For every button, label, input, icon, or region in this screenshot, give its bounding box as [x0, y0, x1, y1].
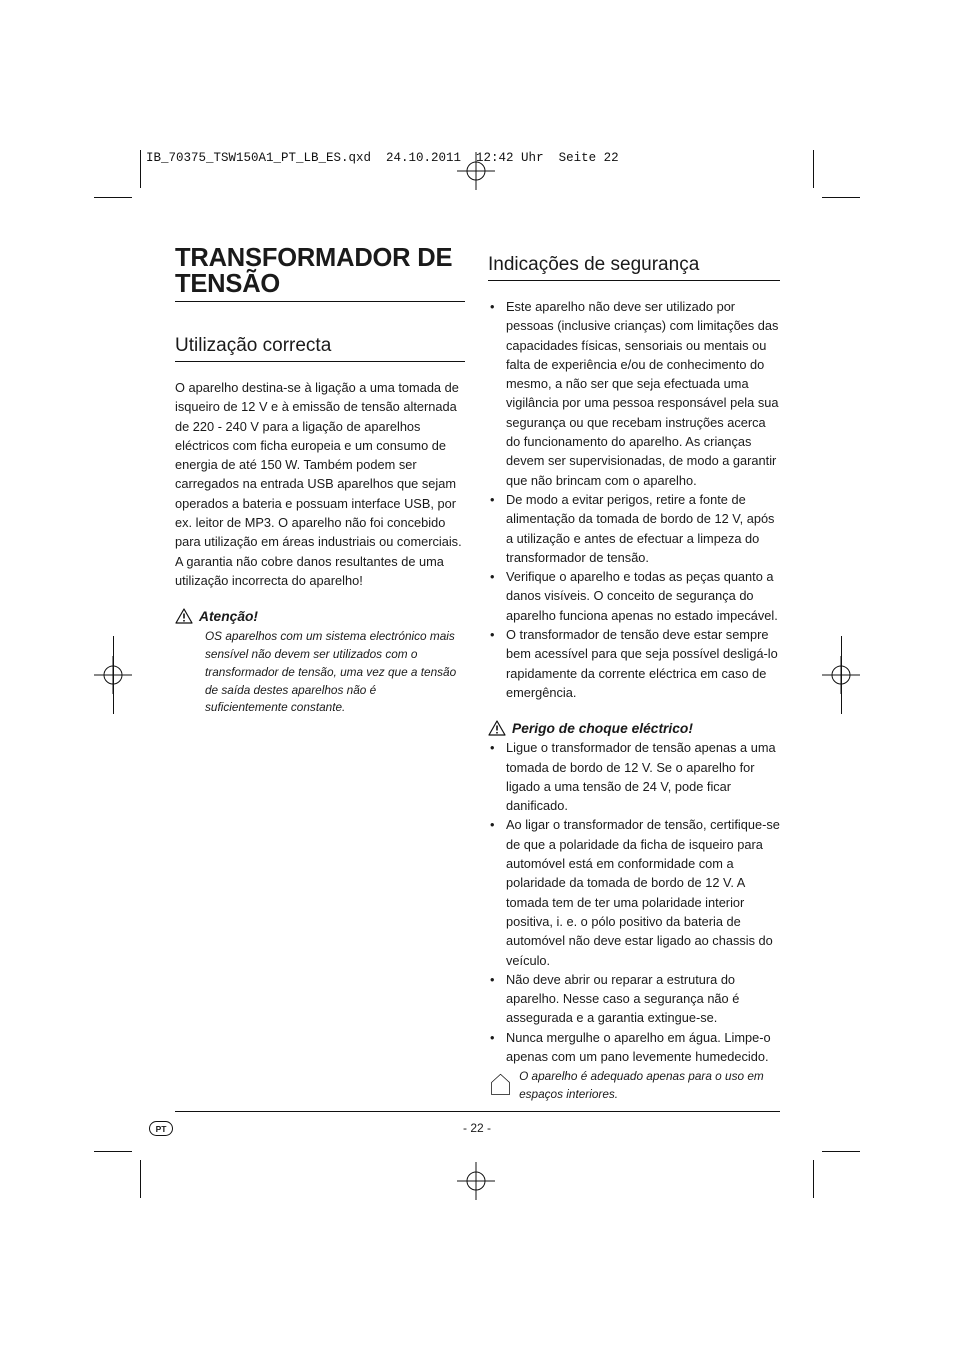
language-badge: PT: [149, 1121, 173, 1136]
page-title-line1: TRANSFORMADOR DE: [175, 244, 453, 272]
crop-mark: [94, 197, 132, 198]
list-item: • Ligue o transformador de tensão apenas a uma tomada de bordo de 12 V. Se o aparelho for ligado a uma tensão de 24 V, pode ficar danificado.: [488, 738, 780, 815]
crop-mark: [822, 197, 860, 198]
list-item: • Não deve abrir ou reparar a estrutura do aparelho. Nesse caso a segurança não é assegurada e a garantia extingue-se.: [488, 970, 780, 1028]
shock-warning-heading: [488, 720, 780, 736]
crop-mark: [841, 636, 842, 714]
footer-divider: [175, 1111, 780, 1112]
list-item: • Ao ligar o transformador de tensão, certifique-se de que a polaridade da ficha de isqueiro para automóvel está em conformidade com a polaridade da tomada de bordo de 12 V. A tomada tem de ter uma polaridade interior positiva, i. e. o pólo positivo da bateria de automóvel não deve estar ligado ao chassis do veículo.: [488, 815, 780, 969]
page-title-line2: TENSÃO: [175, 270, 281, 298]
crop-mark: [813, 1160, 814, 1198]
warning-text: OS aparelhos com um sistema electrónico mais sensível não devem ser utilizados com o transformador de tensão, uma vez que a tensão de saída destes aparelhos não é suficientemente constante.: [205, 629, 457, 715]
house-icon: [490, 1068, 511, 1100]
indoor-use-note: [490, 1068, 780, 1103]
intended-use-paragraph: O aparelho destina-se à ligação a uma tomada de isqueiro de 12 V e à emissão de tensão alternada de 220 - 240 V para a ligação de aparelhos eléctricos com ficha europeia e um consumo de energia de até 150 W. Também podem ser carregados na entrada USB aparelhos que sejam operados a bateria e possuam interface USB, por ex. leitor de MP3. O aparelho não foi concebido para utilização em áreas industriais ou comerciais.: [175, 380, 462, 550]
warning-heading: [175, 608, 465, 624]
indoor-use-text: O aparelho é adequado apenas para o uso em espaços interiores.: [519, 1069, 764, 1101]
crop-mark: [140, 150, 141, 188]
list-item: • O transformador de tensão deve estar sempre bem acessível para que seja possível desligá-lo rapidamente da corrente eléctrica em caso de emergência.: [488, 625, 780, 702]
left-column: [175, 245, 465, 717]
print-slug: IB_70375_TSW150A1_PT_LB_ES.qxd 24.10.2011 12:42 Uhr Seite 22: [146, 151, 619, 165]
page-title: [175, 245, 465, 302]
crop-mark: [813, 150, 814, 188]
safety-list: [488, 297, 780, 702]
crop-mark: [94, 1151, 132, 1152]
section-title-intended-use: Utilização correcta: [175, 334, 465, 362]
crop-mark: [113, 636, 114, 714]
shock-warning-title: Perigo de choque eléctrico!: [512, 720, 693, 736]
section-title-safety: Indicações de segurança: [488, 253, 780, 281]
list-item: • De modo a evitar perigos, retire a fonte de alimentação da tomada de bordo de 12 V, após a utilização e antes de efectuar a limpeza do transformador de tensão.: [488, 490, 780, 567]
warning-triangle-icon: [175, 608, 193, 624]
right-column: [488, 253, 780, 1103]
warning-title: Atenção!: [199, 608, 259, 624]
registration-mark-icon: [457, 1162, 495, 1200]
list-item: • Verifique o aparelho e todas as peças quanto a danos visíveis. O conceito de segurança do aparelho funciona apenas no estado impecável.: [488, 567, 780, 625]
list-item: • Nunca mergulhe o aparelho em água. Limpe-o apenas com um pano levemente humedecido.: [488, 1028, 780, 1067]
crop-mark: [140, 1160, 141, 1198]
page-number: - 22 -: [462, 1121, 491, 1135]
list-item: • Este aparelho não deve ser utilizado por pessoas (inclusive crianças) com limitações das capacidades físicas, sensoriais ou mentais ou falta de experiência e/ou de conhecimento do mesmo, a não ser que seja efectuada uma vigilância por uma pessoa responsável pela sua segurança ou que recebam instruções acerca do funcionamento do aparelho. As crianças devem ser supervisionadas, de modo a garantir que não brincam com o aparelho.: [488, 297, 780, 490]
registration-mark-icon: [457, 152, 495, 190]
crop-mark: [822, 1151, 860, 1152]
warning-triangle-icon: [488, 720, 506, 736]
warranty-paragraph: A garantia não cobre danos resultantes de uma utilização incorrecta do aparelho!: [175, 553, 444, 588]
shock-list: [488, 738, 780, 1066]
